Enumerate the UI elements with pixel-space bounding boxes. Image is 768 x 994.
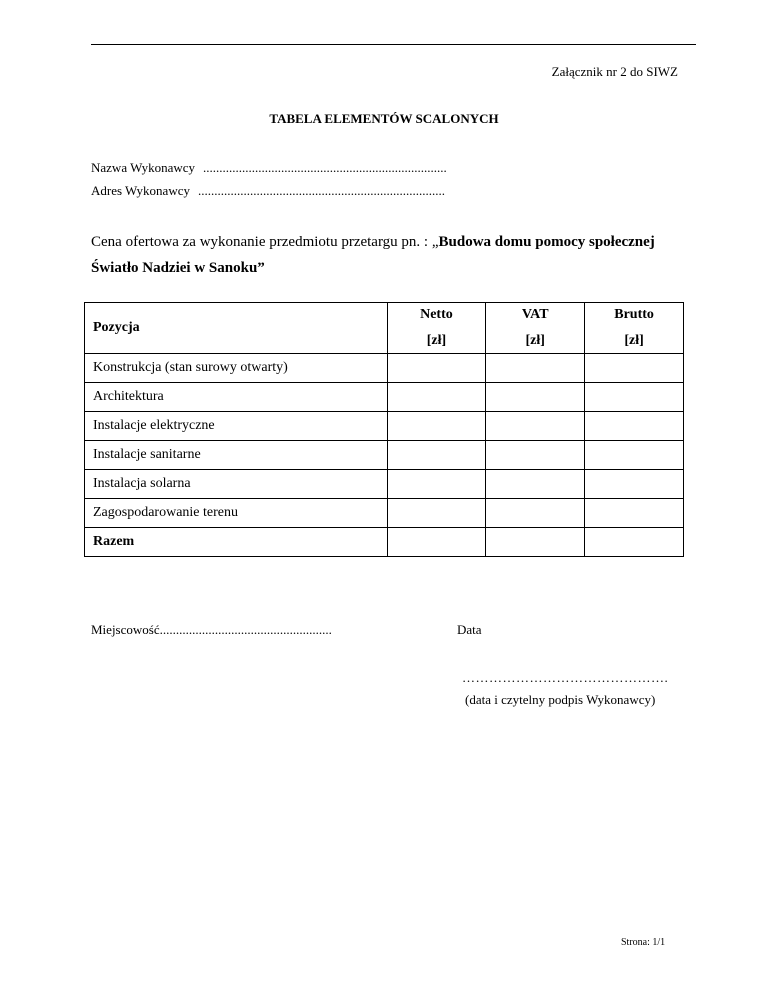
table-row [85, 354, 684, 383]
cell-vat[interactable] [486, 412, 585, 441]
page-number: Strona: 1/1 [621, 937, 666, 948]
cell-netto[interactable] [387, 470, 486, 499]
header-position: Pozycja [85, 303, 388, 354]
total-netto[interactable] [387, 528, 486, 557]
table-total-row [85, 528, 684, 557]
date-label: Data [457, 622, 482, 637]
contractor-name-dots: ........................................................................... [203, 160, 447, 175]
signature-line: ………………………………………. [462, 670, 669, 685]
row-label: Zagospodarowanie terenu [85, 499, 388, 528]
cell-vat[interactable] [486, 383, 585, 412]
annex-label: Załącznik nr 2 do SIWZ [551, 64, 678, 79]
total-vat[interactable] [486, 528, 585, 557]
cell-vat[interactable] [486, 470, 585, 499]
cell-netto[interactable] [387, 499, 486, 528]
cell-brutto[interactable] [585, 383, 684, 412]
header-netto [387, 303, 486, 354]
elements-table [84, 302, 684, 557]
place-dots: ..................................................... [159, 622, 332, 637]
cell-vat[interactable] [486, 354, 585, 383]
row-label: Instalacje elektryczne [85, 412, 388, 441]
price-intro [91, 229, 691, 281]
cell-brutto[interactable] [585, 412, 684, 441]
cell-brutto[interactable] [585, 499, 684, 528]
intro-quote-open: „ [431, 234, 439, 250]
intro-prefix: Cena ofertowa za wykonanie przedmiotu przetargu pn. : [91, 234, 432, 250]
row-label: Konstrukcja (stan surowy otwarty) [85, 354, 388, 383]
total-label: Razem [85, 528, 388, 557]
cell-netto[interactable] [387, 383, 486, 412]
header-netto-name: Netto [420, 307, 453, 322]
contractor-address-label: Adres Wykonawcy [91, 183, 190, 198]
table-row [85, 499, 684, 528]
header-vat-unit: [zł] [525, 333, 545, 348]
cell-vat[interactable] [486, 499, 585, 528]
signature-caption: (data i czytelny podpis Wykonawcy) [465, 692, 656, 707]
header-netto-unit: [zł] [426, 333, 447, 348]
table-row [85, 441, 684, 470]
header-vat-name: VAT [521, 307, 549, 322]
place-label: Miejscowość [91, 622, 160, 637]
document-title: TABELA ELEMENTÓW SCALONYCH [269, 111, 499, 126]
place-field [91, 622, 332, 638]
contractor-address-field [91, 183, 445, 199]
table-row [85, 470, 684, 499]
header-vat [486, 303, 585, 354]
cell-brutto[interactable] [585, 470, 684, 499]
row-label: Architektura [85, 383, 388, 412]
row-label: Instalacje sanitarne [85, 441, 388, 470]
top-rule [91, 44, 696, 45]
cell-vat[interactable] [486, 441, 585, 470]
project-name: Budowa domu pomocy społecznej Światło Nadziei w Sanoku” [91, 234, 655, 276]
header-brutto [585, 303, 684, 354]
cell-brutto[interactable] [585, 354, 684, 383]
row-label: Instalacja solarna [85, 470, 388, 499]
contractor-name-label: Nazwa Wykonawcy [91, 160, 196, 175]
contractor-address-dots: ............................................................................ [197, 183, 445, 198]
cell-netto[interactable] [387, 441, 486, 470]
table-header-row [85, 303, 684, 354]
table-row [85, 412, 684, 441]
table-row [85, 383, 684, 412]
contractor-name-field [91, 160, 447, 176]
header-brutto-name: Brutto [614, 307, 654, 322]
cell-netto[interactable] [387, 354, 486, 383]
cell-netto[interactable] [387, 412, 486, 441]
header-brutto-unit: [zł] [624, 333, 644, 348]
total-brutto[interactable] [585, 528, 684, 557]
cell-brutto[interactable] [585, 441, 684, 470]
